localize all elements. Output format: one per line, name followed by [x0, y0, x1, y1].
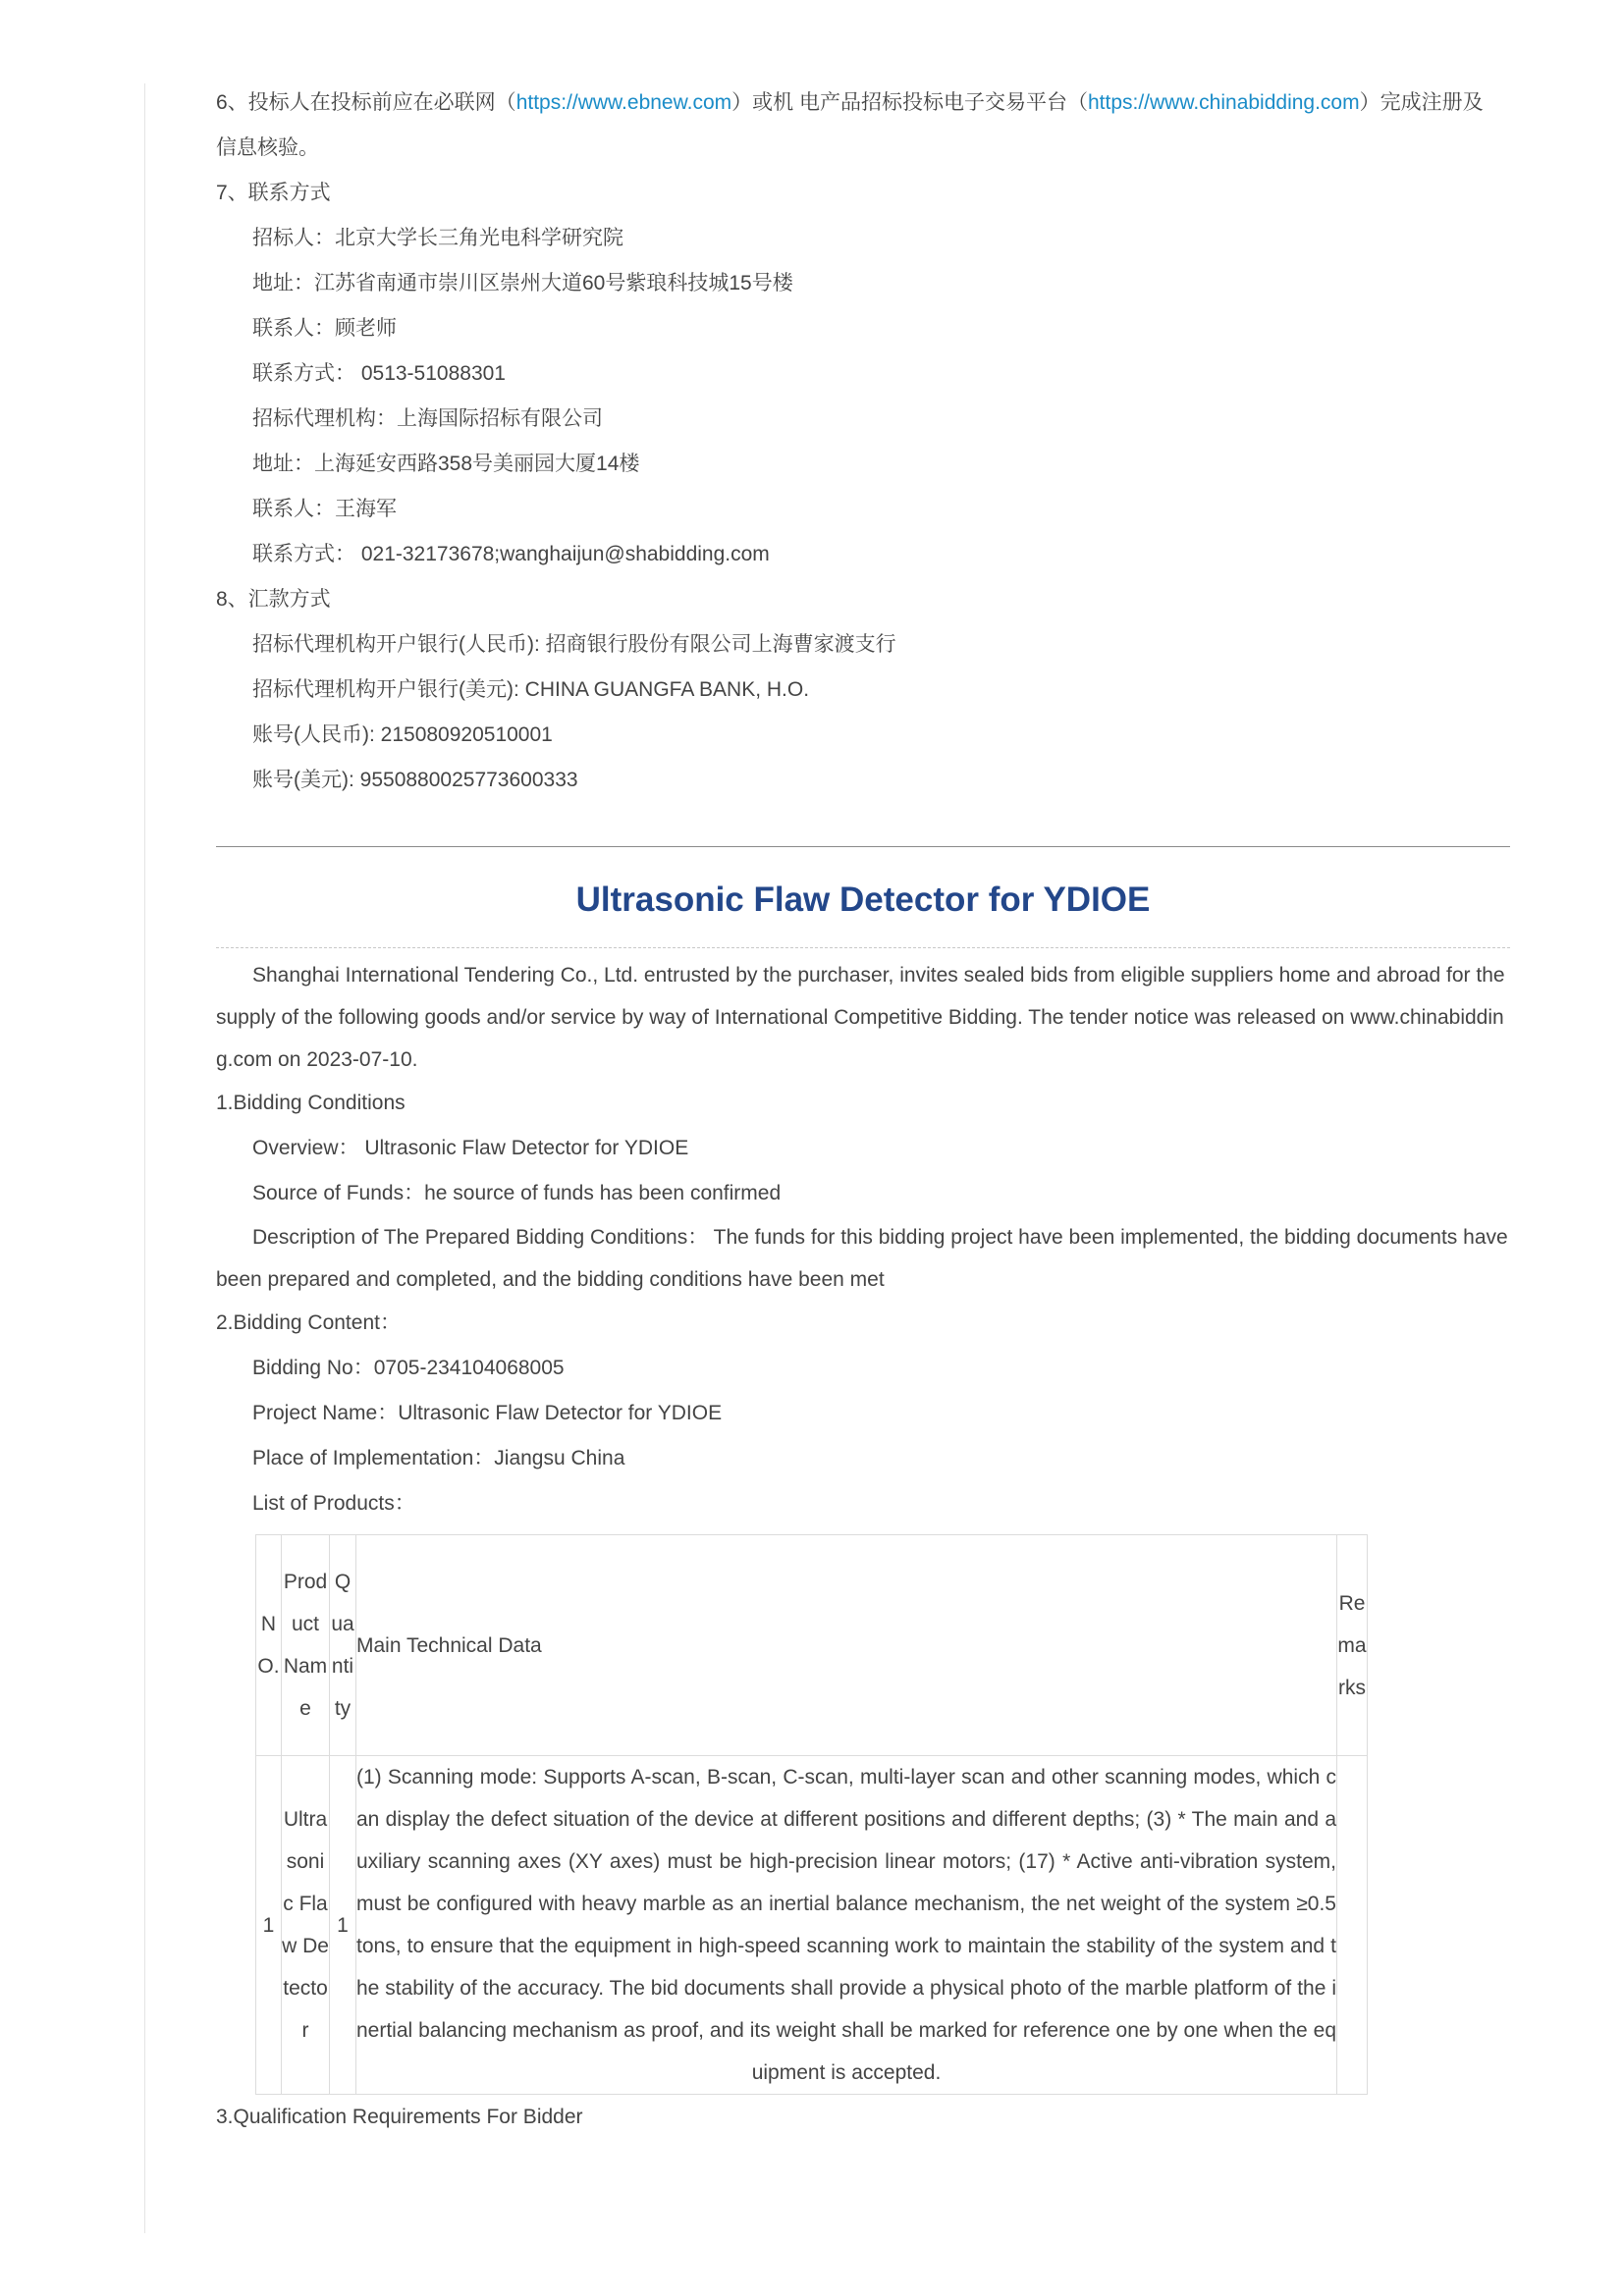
contact-agency-phone: 联系方式： 021-32173678;wanghaijun@shabidding.com [252, 543, 770, 565]
ebnew-link[interactable]: https://www.ebnew.com [515, 91, 732, 114]
remit-account-usd: 账号(美元): 9550880025773600333 [252, 769, 578, 791]
item-6-text-mid: ）或机 电产品招标投标电子交易平台（ [731, 91, 1088, 114]
item-6-line-2: 信息核验。 [216, 136, 319, 159]
source-of-funds: Source of Funds：he source of funds has been confirmed [252, 1182, 782, 1204]
contact-address: 地址：江苏省南通市崇川区崇州大道60号紫琅科技城15号楼 [252, 272, 793, 294]
table-row [256, 1756, 1368, 2095]
row-remarks [1337, 1756, 1368, 2095]
intro-paragraph: Shanghai International Tendering Co., Ltd. entrusted by the purchaser, invites sealed bids from eligible suppliers home and abroad for the supply of the following goods and/or service by way of International Competitive Bidding. The tender notice was released on www.chinabidding.com on 2023-07-10. [216, 964, 1505, 1071]
item-6-text-end: ）完成注册及 [1359, 91, 1484, 114]
item-6-registration [216, 80, 1510, 126]
header-no: NO. [256, 1535, 282, 1756]
section-1-title: 1.Bidding Conditions [216, 1092, 406, 1114]
item-8-title: 8、汇款方式 [216, 588, 331, 611]
contact-agency-address: 地址：上海延安西路358号美丽园大厦14楼 [252, 453, 640, 475]
list-of-products-label: List of Products： [252, 1492, 415, 1515]
section-2-title: 2.Bidding Content： [216, 1311, 401, 1334]
left-margin-rule [144, 83, 145, 2233]
contact-phone: 联系方式： 0513-51088301 [252, 362, 506, 385]
header-remarks: Remarks [1337, 1535, 1368, 1756]
row-product-name: Ultrasonic Flaw Detector [282, 1756, 330, 2095]
row-quantity: 1 [330, 1756, 356, 2095]
header-technical-data: Main Technical Data [356, 1535, 1337, 1756]
bidding-no: Bidding No：0705-234104068005 [252, 1357, 565, 1379]
section-3-title: 3.Qualification Requirements For Bidder [216, 2106, 583, 2128]
contact-person: 联系人：顾老师 [252, 317, 397, 340]
remit-bank-usd: 招标代理机构开户银行(美元): CHINA GUANGFA BANK, H.O. [252, 678, 810, 701]
chinabidding-link[interactable]: https://www.chinabidding.com [1087, 91, 1360, 114]
products-table [255, 1534, 1368, 2095]
section-divider [216, 846, 1510, 847]
place-of-implementation: Place of Implementation：Jiangsu China [252, 1447, 625, 1469]
prepared-conditions: Description of The Prepared Bidding Conditions： The funds for this bidding project have been implemented, the bidding documents have been prepared and completed, and the bidding conditions have been met [216, 1226, 1508, 1291]
overview: Overview： Ultrasonic Flaw Detector for YDIOE [252, 1137, 689, 1159]
remit-bank-rmb: 招标代理机构开户银行(人民币): 招商银行股份有限公司上海曹家渡支行 [252, 633, 896, 656]
contact-agency: 招标代理机构：上海国际招标有限公司 [252, 407, 603, 430]
table-header-row [256, 1535, 1368, 1756]
document-content [216, 80, 1510, 2140]
header-quantity: Quantity [330, 1535, 356, 1756]
notice-title: Ultrasonic Flaw Detector for YDIOE [575, 881, 1151, 919]
row-no: 1 [256, 1756, 282, 2095]
title-dashed-divider [216, 947, 1510, 948]
project-name: Project Name：Ultrasonic Flaw Detector for YDIOE [252, 1402, 723, 1424]
row-technical-data: (1) Scanning mode: Supports A-scan, B-scan, C-scan, multi-layer scan and other scanning modes, which can display the defect situation of the device at different positions and different depths; (3) * The main and auxiliary scanning axes (XY axes) must be high-precision linear motors; (17) * Active anti-vibration system, must be configured with heavy marble as an inertial balance mechanism, the net weight of the system ≥0.5 tons, to ensure that the equipment in high-speed scanning work to maintain the stability of the system and the stability of the accuracy. The bid documents shall provide a physical photo of the marble platform of the inertial balancing mechanism as proof, and its weight shall be marked for reference one by one when the equipment is accepted. [356, 1756, 1337, 2095]
item-7-title: 7、联系方式 [216, 182, 331, 204]
remit-account-rmb: 账号(人民币): 215080920510001 [252, 723, 553, 746]
contact-tenderer: 招标人：北京大学长三角光电科学研究院 [252, 227, 623, 249]
header-product-name: Product Name [282, 1535, 330, 1756]
contact-agency-person: 联系人：王海军 [252, 498, 397, 520]
item-6-text: 6、投标人在投标前应在必联网（ [216, 91, 516, 114]
